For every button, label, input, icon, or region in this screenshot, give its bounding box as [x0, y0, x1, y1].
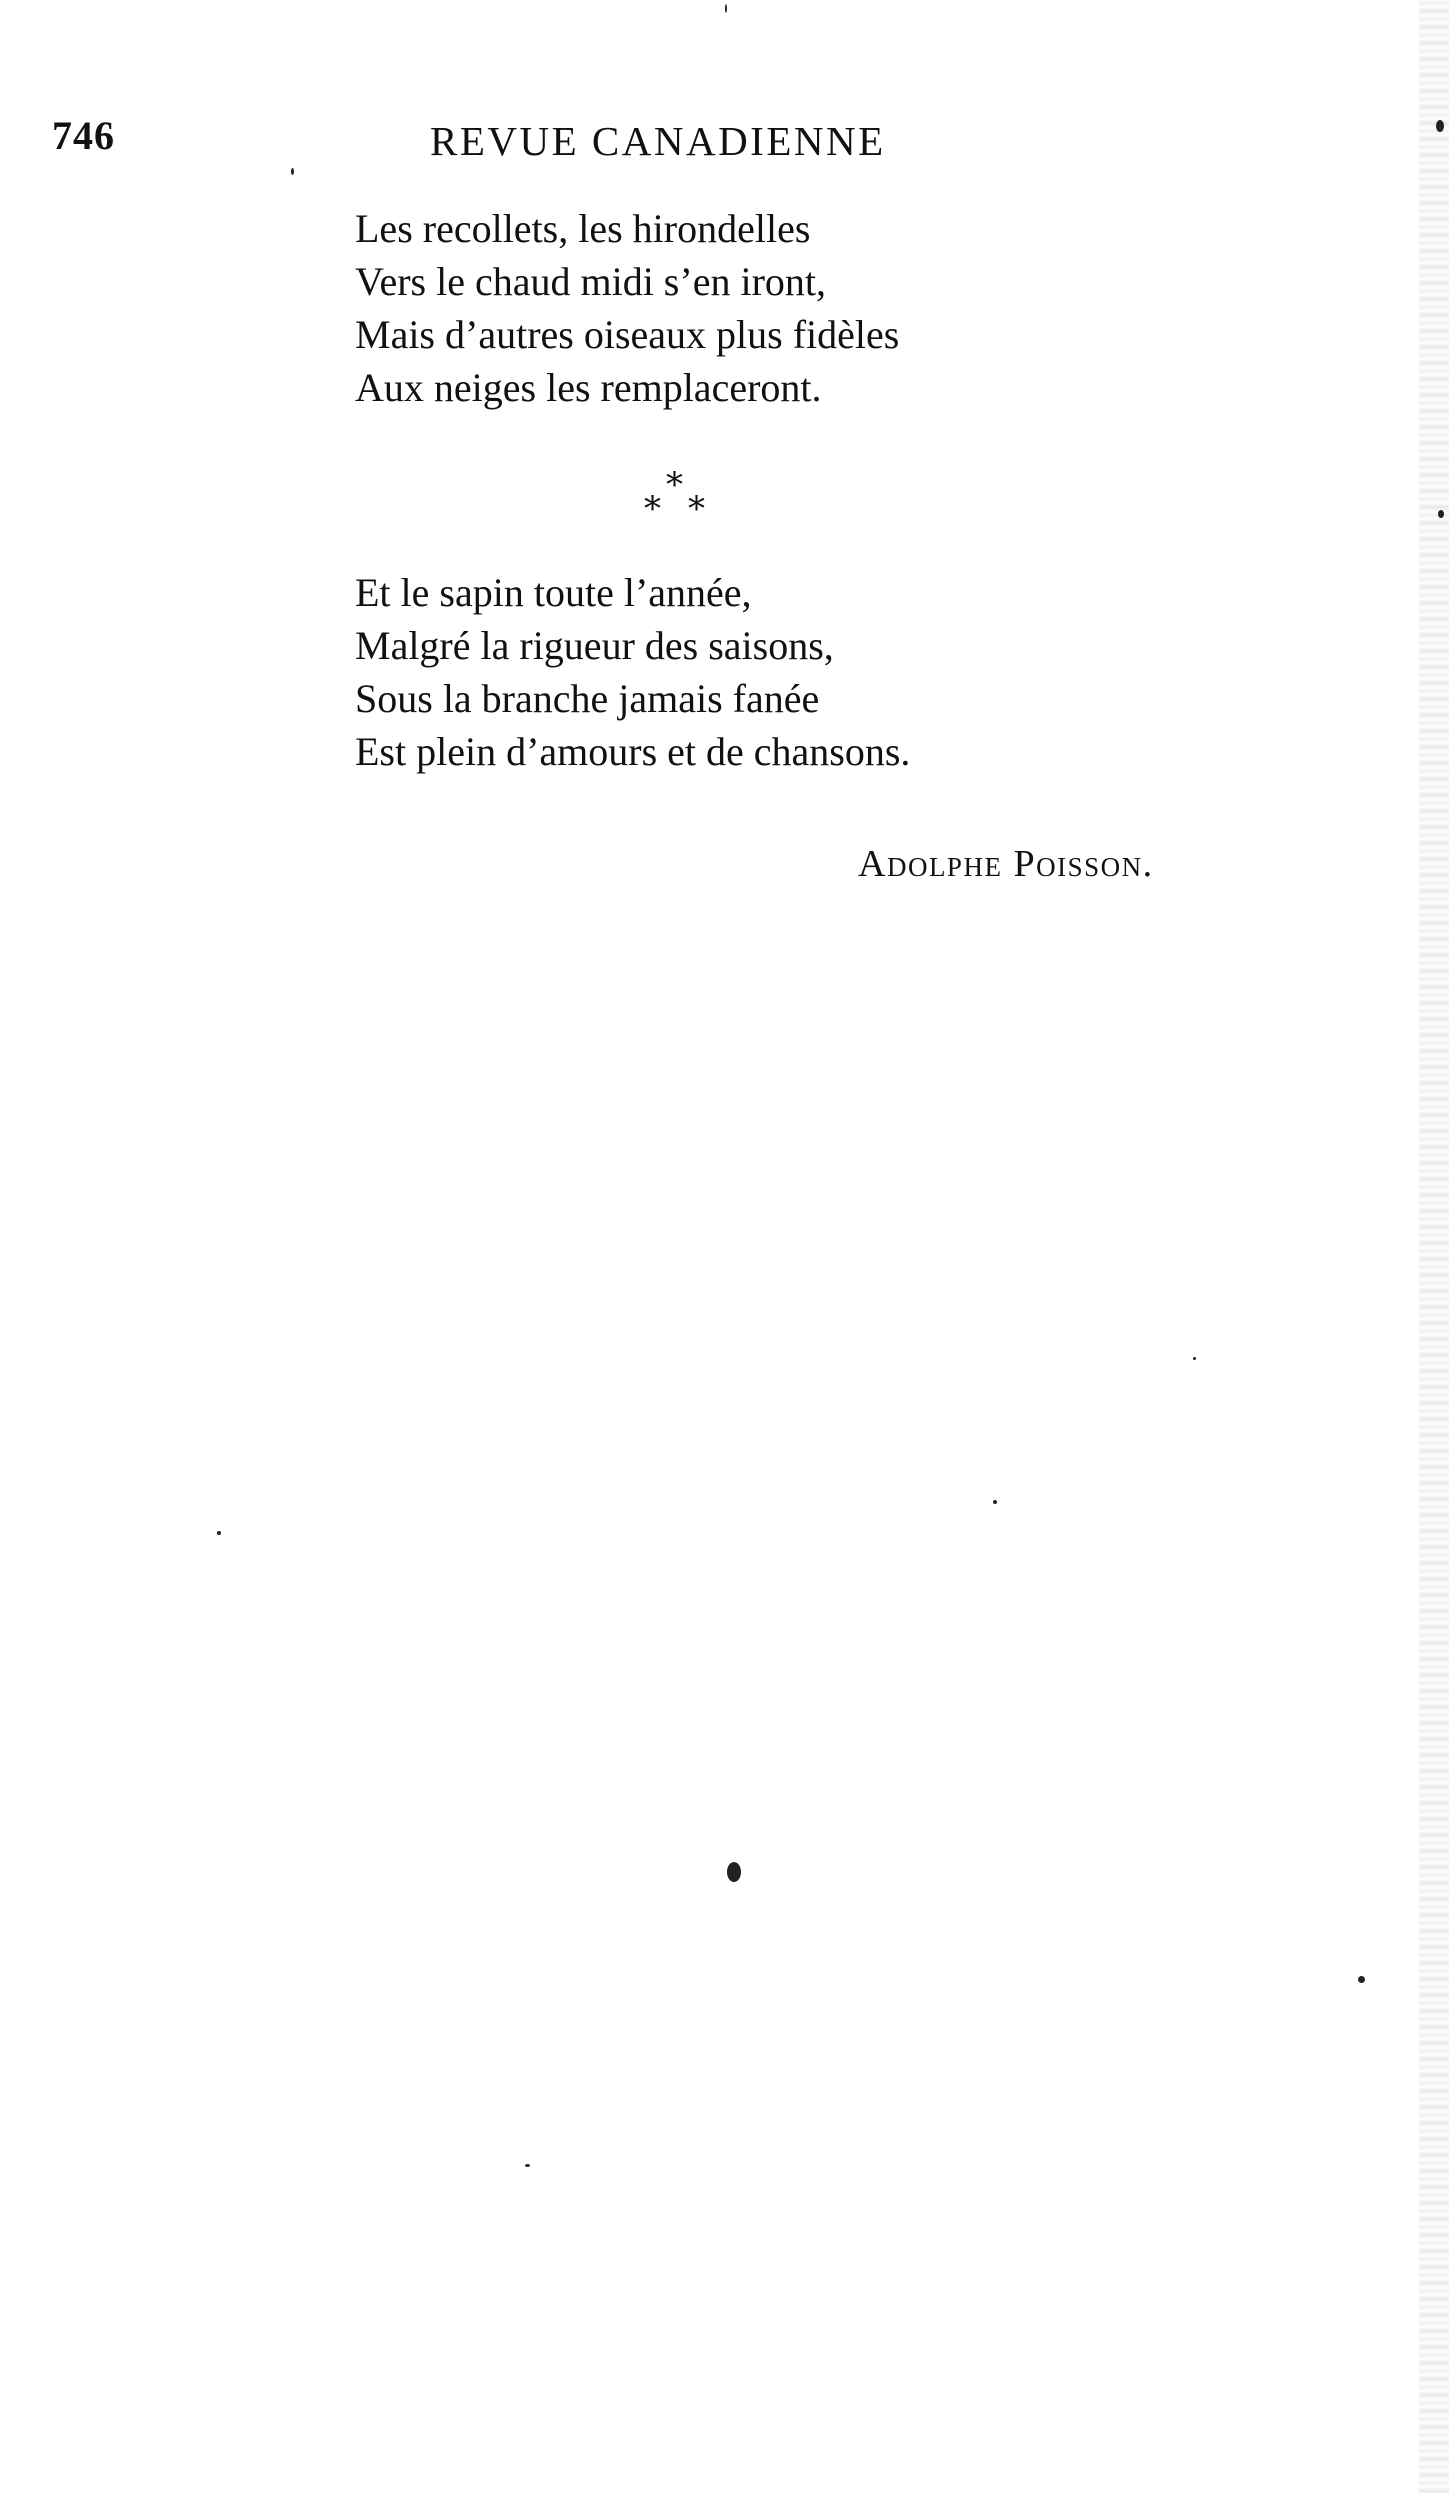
verse-line: Est plein d’amours et de chansons. [355, 729, 911, 774]
verse-line: Sous la branche jamais fanée [355, 676, 820, 721]
poem-stanza-2 [355, 566, 910, 778]
poem-stanza-1 [355, 202, 899, 414]
asterism-separator [640, 465, 712, 529]
ink-speck [525, 2164, 530, 2167]
running-title: REVUE CANADIENNE [430, 118, 886, 164]
verse-line: Et le sapin toute l’année, [355, 570, 752, 615]
verse-line: Malgré la rigueur des saisons, [355, 623, 834, 668]
ink-speck [727, 1862, 741, 1882]
ink-speck [725, 4, 727, 13]
verse-line: Les recollets, les hirondelles [355, 206, 811, 251]
ink-speck [1193, 1357, 1196, 1360]
ink-speck [1436, 120, 1444, 132]
page-number: 746 [52, 113, 115, 158]
ink-speck [1358, 1976, 1365, 1983]
author-signature: Adolphe Poisson. [858, 843, 1154, 885]
asterisk: * [688, 489, 705, 529]
asterisk: * [666, 465, 683, 505]
verse-line: Aux neiges les remplaceront. [355, 365, 822, 410]
asterisk: * [644, 489, 661, 529]
verse-line: Mais d’autres oiseaux plus fidèles [355, 312, 900, 357]
scan-edge-noise [1419, 0, 1449, 2493]
ink-speck [1438, 510, 1444, 518]
ink-speck [291, 168, 294, 175]
ink-speck [993, 1500, 997, 1504]
verse-line: Vers le chaud midi s’en iront, [355, 259, 826, 304]
ink-speck [217, 1531, 221, 1535]
